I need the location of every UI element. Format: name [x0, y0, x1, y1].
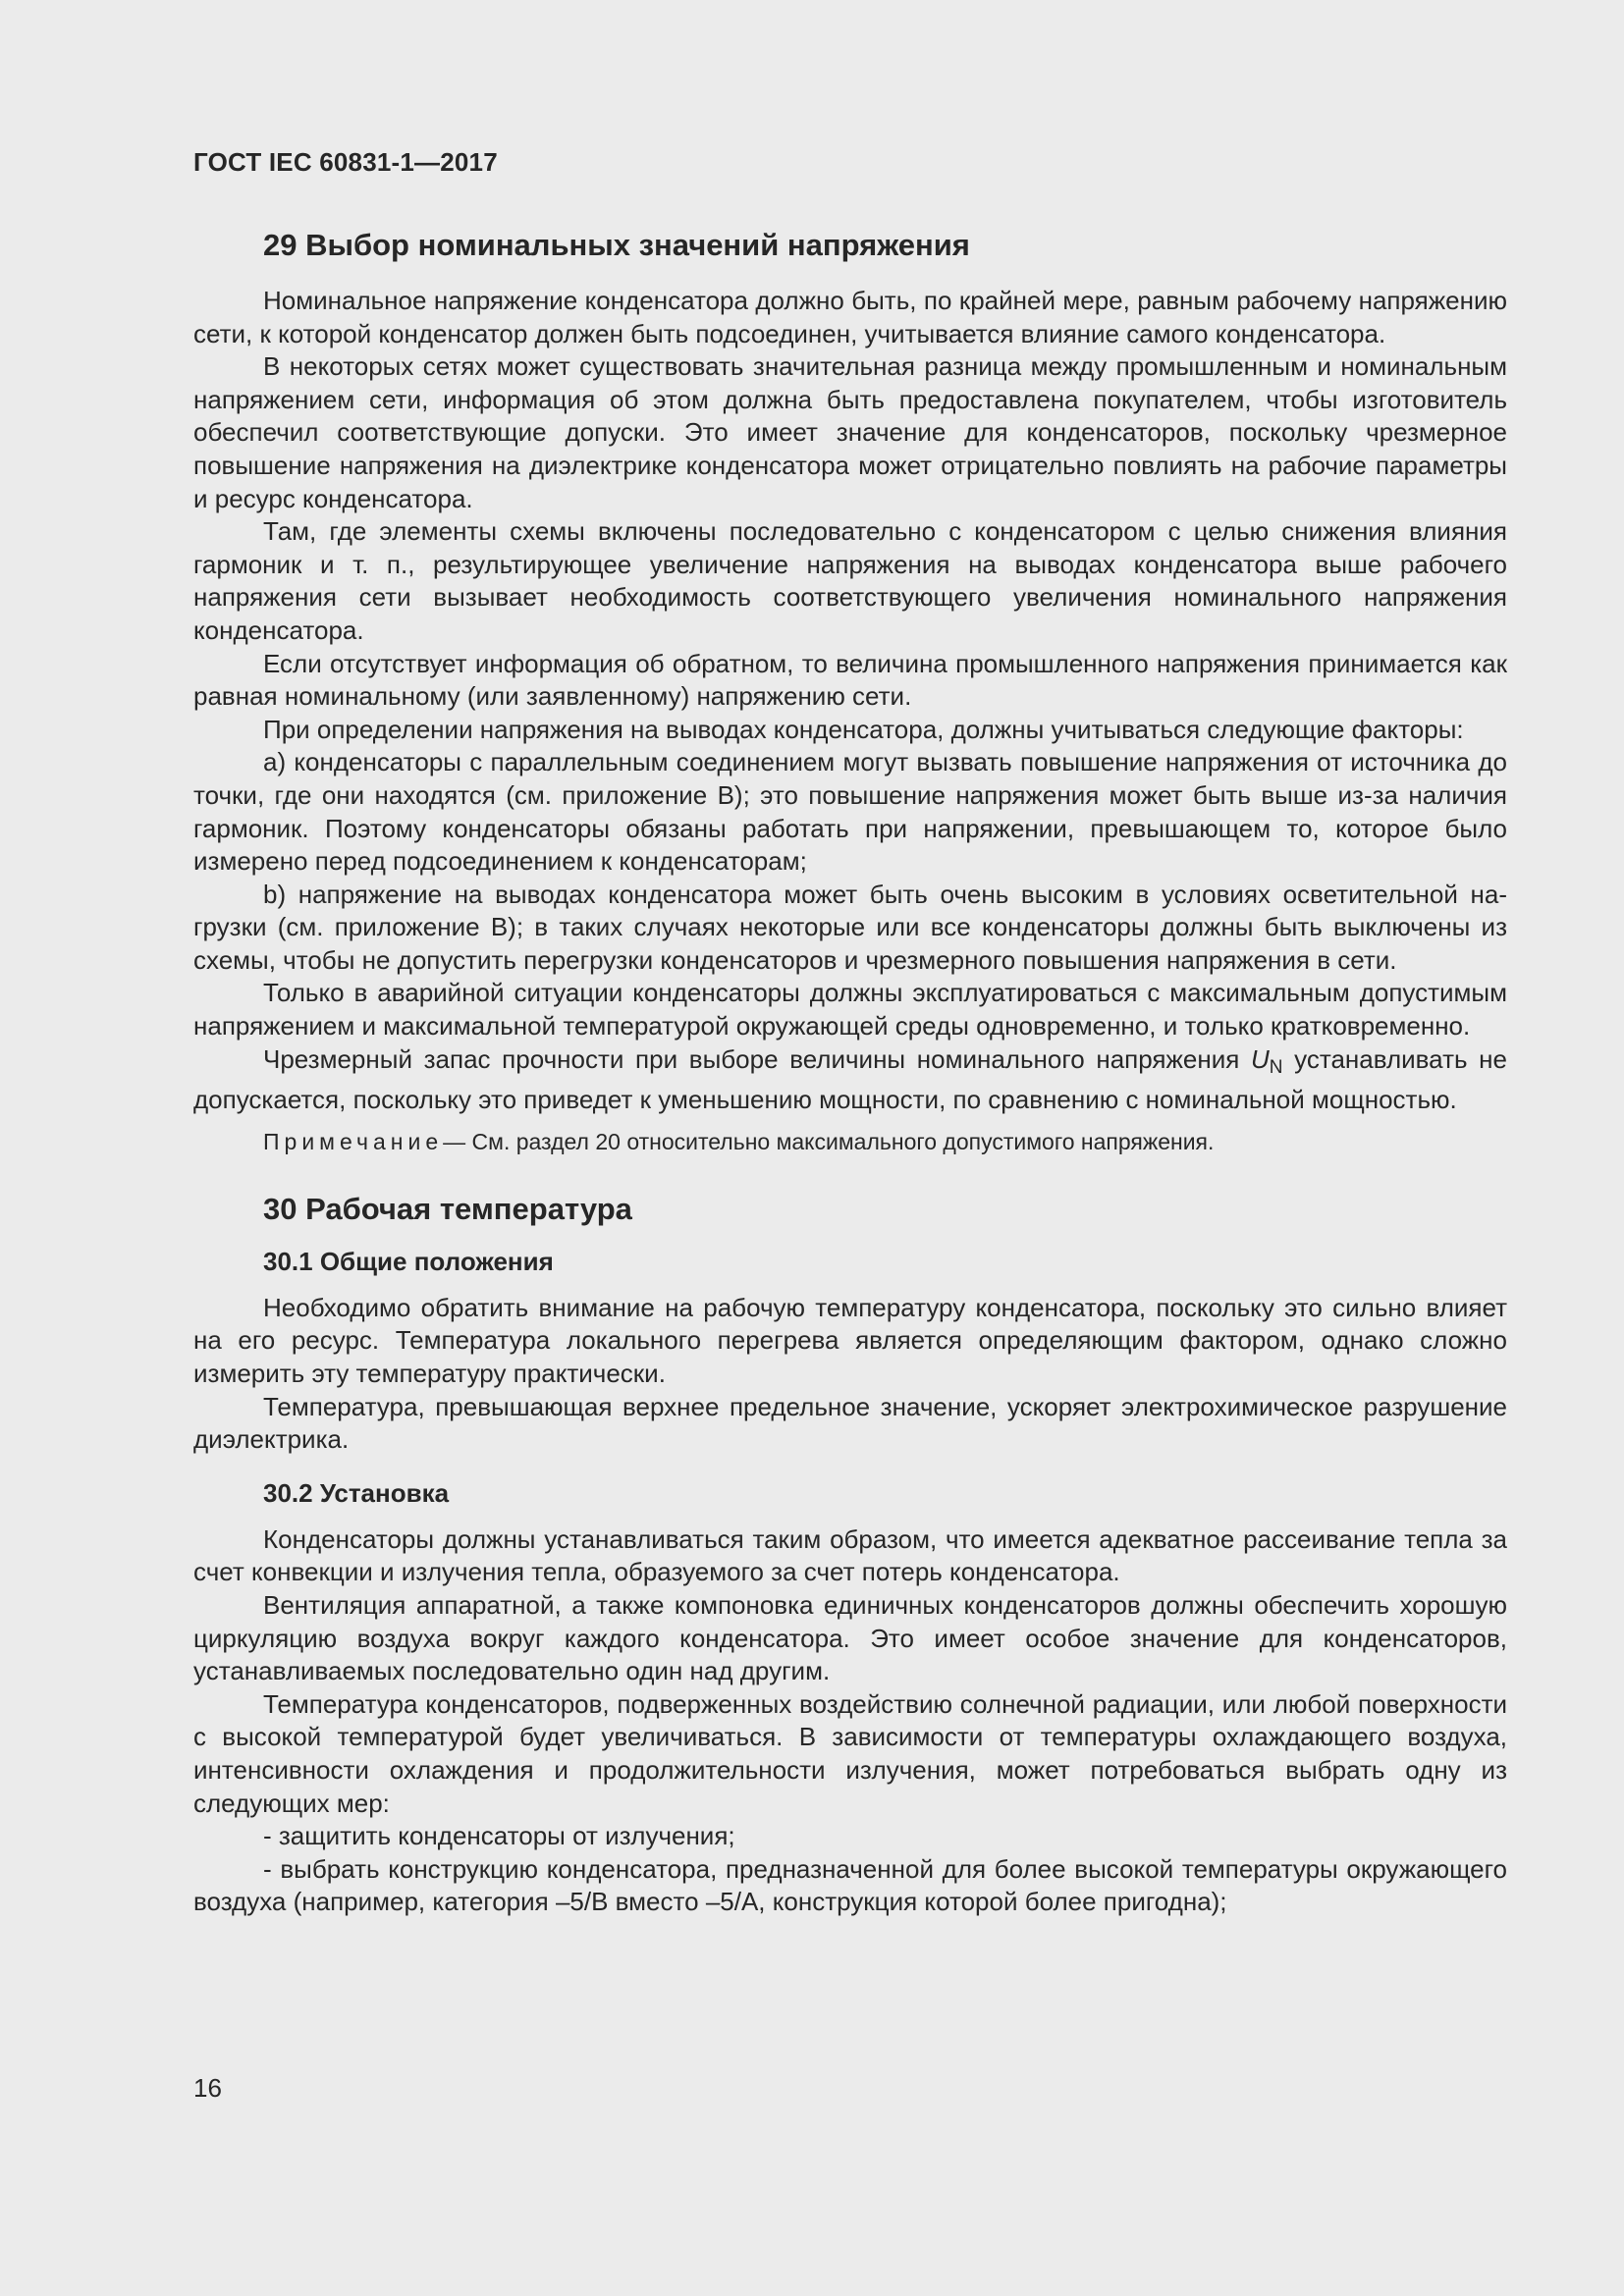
paragraph-9-text-end: устанавливать не допускается, поскольку это приведет к уменьшению мощности, по сравнению с номинальной мощностью. — [193, 1043, 1507, 1115]
section-29-list-item-b: b) напряжение на выводах конденсатора может быть очень высоким в условиях осветительной нагрузки (см. приложение В); в таких случаях некоторые или все конденсаторы должны быть выключены из схемы, чтобы не допустить перегрузки конденсаторов и чрезмерного повышения напряжения в сети. — [193, 879, 1507, 975]
section-30-title: 30 Рабочая температура — [263, 1191, 632, 1226]
subsection-30-2-list-item-1: - защитить конденсаторы от излучения; — [263, 1821, 735, 1851]
section-29-note — [193, 1127, 1507, 1156]
section-29-paragraph-5: При определении напряжения на выводах конденсатора, должны учитываться следующие факторы: — [263, 714, 1464, 744]
page-number: 16 — [193, 2073, 222, 2103]
paragraph-9-text-start: Чрезмерный запас прочности при выборе величины номинального напряжения — [263, 1043, 1251, 1074]
section-29-paragraph-9 — [193, 1043, 1507, 1117]
section-29-paragraph-3: Там, где элементы схемы включены последовательно с конденсатором с целью снижения влияния гармоник и т. п., результирующее увеличение напряжения на выводах конденсатора выше рабочего напряжения сети вызывает необходимость соответствующего увеличения номинального напряжения конденсатора. — [193, 516, 1507, 645]
section-29-paragraph-8: Только в аварийной ситуации конденсаторы должны эксплуатироваться с максимальным допустимым напряжением и максимальной температурой окружающей среды одновременно, и только кратковременно. — [193, 978, 1507, 1041]
page-content — [193, 216, 1507, 1919]
subsection-30-1-paragraph-2: Температура, превышающая верхнее предельное значение, ускоряет электрохимическое разрушение диэлектрика. — [193, 1391, 1507, 1455]
note-dash: — — [443, 1128, 472, 1154]
note-text: См. раздел 20 относительно максимального допустимого напряжения. — [471, 1128, 1215, 1154]
section-29-paragraph-1: Номинальное напряжение конденсатора должно быть, по крайней мере, равным рабочему напряжению сети, к которой конденсатор должен быть подсоединен, учитывается влияние самого конденсатора. — [193, 286, 1507, 348]
subsection-30-2-list-item-2: - выбрать конструкцию конденсатора, предназначенной для более высокой температуры окружающего воздуха (например, категория –5/В вместо –5/А, конструкция которой более пригодна); — [193, 1853, 1507, 1917]
subsection-30-2-title: 30.2 Установка — [263, 1477, 450, 1508]
subsection-30-2-paragraph-3: Температура конденсаторов, подверженных воздействию солнечной радиации, или любой поверхности с высокой температурой будет увеличиваться. В зависимости от температуры охлаждающего воздуха, интенсивности охлаждения и продолжительности излучения, может потребоваться выбрать одну из следующих мер: — [193, 1688, 1507, 1818]
subsection-30-2-paragraph-2: Вентиляция аппаратной, а также компоновка единичных конденсаторов должны обеспечить хорошую циркуляцию воздуха вокруг каждого конденсатора. Это имеет особое значение для конденсаторов, устанавливаемых последовательно один над другим. — [193, 1590, 1507, 1686]
note-label: Примечание — [263, 1128, 444, 1154]
document-code-header: ГОСТ IEC 60831-1—2017 — [193, 147, 498, 177]
section-29-paragraph-2: В некоторых сетях может существовать значительная разница между промышленным и номинальным напряжением сети, информация об этом должна быть предоставлена покупателем, чтобы изготовитель обеспечил соответствующие допуски. Это имеет значение для конденсаторов, поскольку чрезмерное повышение напряжения на диэлектрике конденсатора может отрицательно повлиять на рабочие параметры и ресурс конденсатора. — [193, 351, 1507, 513]
subsection-30-1-title: 30.1 Общие положения — [263, 1246, 554, 1276]
section-29-title: 29 Выбор номинальных значений напряжения — [263, 228, 970, 262]
rated-voltage-symbol: $U_N$ — [1250, 1043, 1283, 1078]
subsection-30-2-paragraph-1: Конденсаторы должны устанавливаться таким образом, что имеется адекватное рассеивание тепла за счет конвекции и излучения тепла, образуемого за счет потерь конденсатора. — [193, 1523, 1507, 1587]
section-29-paragraph-4: Если отсутствует информация об обратном, то величина промышленного напряжения принимается как равная номинальному (или заявленному) напряжению сети. — [193, 648, 1507, 712]
section-29-list-item-a: а) конденсаторы с параллельным соединением могут вызвать повышение напряжения от источника до точки, где они находятся (см. приложение В); это повышение напряжения может быть выше из-за наличия гармоник. Поэтому конденсаторы обязаны работать при напряжении, превышающем то, которое было измерено перед подсоединением к конденсаторам; — [193, 747, 1507, 877]
subsection-30-1-paragraph-1: Необходимо обратить внимание на рабочую температуру конденсатора, поскольку это сильно влияет на его ресурс. Температура локального перегрева является определяющим фактором, однако сложно измерить эту температуру практически. — [193, 1292, 1507, 1389]
